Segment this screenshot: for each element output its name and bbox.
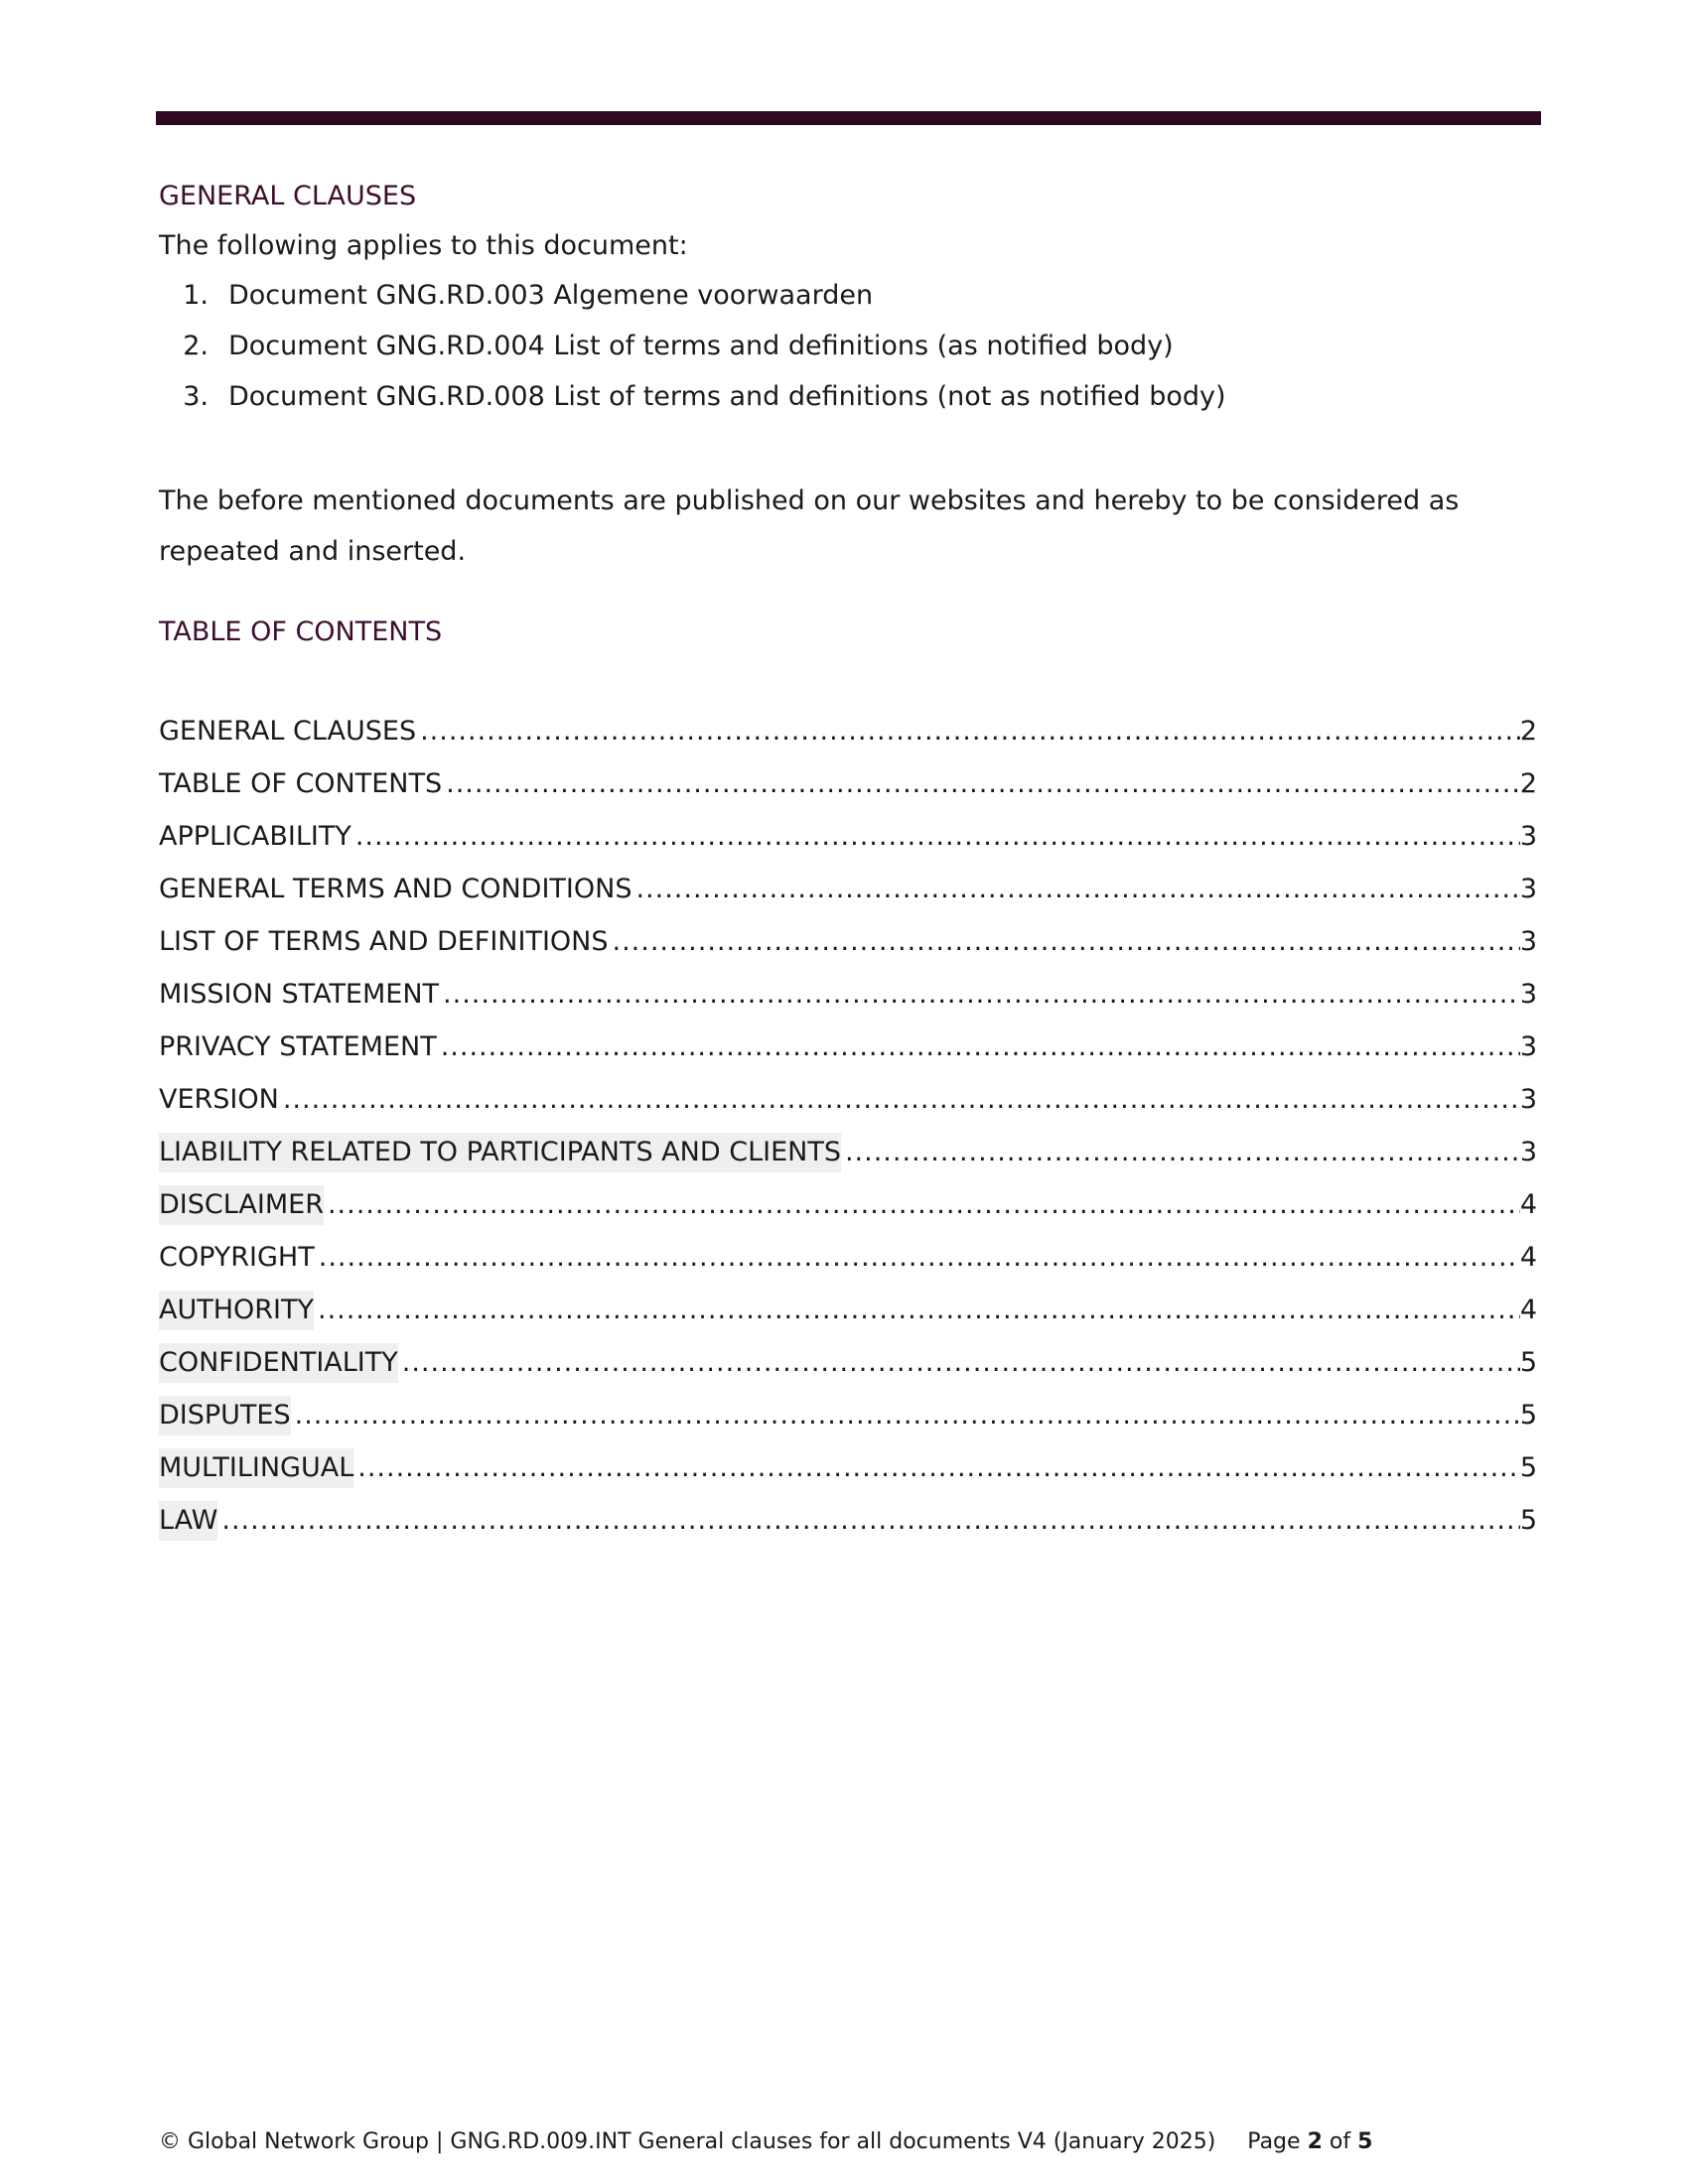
toc-entry[interactable] <box>159 1343 1537 1396</box>
toc-entry[interactable] <box>159 1238 1537 1291</box>
toc-entry[interactable] <box>159 1448 1537 1501</box>
toc-entry[interactable] <box>159 712 1537 764</box>
toc-title[interactable]: MULTILINGUAL <box>159 1448 353 1488</box>
toc-title[interactable]: PRIVACY STATEMENT <box>159 1031 437 1062</box>
list-number: 2. <box>183 331 209 361</box>
intro-text: The following applies to this document: <box>159 230 688 261</box>
toc-leader <box>279 1080 1520 1120</box>
toc-page: 5 <box>1519 1452 1537 1483</box>
toc-leader <box>217 1501 1519 1541</box>
footer-page-current: 2 <box>1307 2129 1323 2154</box>
toc-leader <box>442 764 1520 804</box>
toc-entry[interactable] <box>159 922 1537 975</box>
toc-title[interactable]: APPLICABILITY <box>159 821 352 852</box>
toc-title[interactable]: GENERAL CLAUSES <box>159 716 417 747</box>
toc-page: 5 <box>1519 1347 1537 1378</box>
toc-page: 3 <box>1519 979 1537 1010</box>
toc-entry[interactable] <box>159 1027 1537 1080</box>
footer-page-total: 5 <box>1357 2129 1373 2154</box>
toc-page: 4 <box>1519 1242 1537 1273</box>
toc-title[interactable]: MISSION STATEMENT <box>159 979 440 1010</box>
toc-page: 2 <box>1519 716 1537 747</box>
list-text: Document GNG.RD.003 Algemene voorwaarden <box>228 280 874 311</box>
toc-leader <box>437 1027 1520 1067</box>
footer-page-of: of <box>1329 2129 1351 2154</box>
toc-title[interactable]: COPYRIGHT <box>159 1242 315 1273</box>
general-clauses-heading: GENERAL CLAUSES <box>159 181 417 211</box>
page-footer <box>159 2128 1372 2156</box>
list-item <box>159 276 1226 327</box>
toc-title[interactable]: LIST OF TERMS AND DEFINITIONS <box>159 926 609 957</box>
toc-entry[interactable] <box>159 975 1537 1027</box>
top-rule <box>156 111 1541 125</box>
toc-title[interactable]: DISPUTES <box>159 1396 291 1435</box>
toc-leader <box>315 1238 1520 1278</box>
toc-title[interactable]: AUTHORITY <box>159 1291 314 1330</box>
toc-page: 5 <box>1519 1505 1537 1536</box>
list-number: 1. <box>183 280 209 311</box>
toc-page: 3 <box>1519 926 1537 957</box>
toc-title[interactable]: GENERAL TERMS AND CONDITIONS <box>159 874 633 904</box>
footer-text: © Global Network Group | GNG.RD.009.INT General clauses for all documents V4 (January 2025) <box>159 2129 1216 2154</box>
toc-entry[interactable] <box>159 1185 1537 1238</box>
toc-entry[interactable] <box>159 1080 1537 1133</box>
toc-page: 3 <box>1519 1031 1537 1062</box>
toc-page: 4 <box>1519 1189 1537 1220</box>
list-item <box>159 377 1226 428</box>
toc-title[interactable]: LAW <box>159 1501 217 1541</box>
toc-page: 3 <box>1519 1084 1537 1115</box>
toc-page: 3 <box>1519 1137 1537 1167</box>
toc-leader <box>352 817 1520 857</box>
toc-entry[interactable] <box>159 764 1537 817</box>
toc-entry[interactable] <box>159 1396 1537 1448</box>
toc-leader <box>609 922 1520 962</box>
toc-leader <box>291 1396 1520 1435</box>
toc-title[interactable]: TABLE OF CONTENTS <box>159 768 443 799</box>
footer-page-label: Page <box>1247 2129 1301 2154</box>
toc-entry[interactable] <box>159 1501 1537 1554</box>
toc-leader <box>398 1343 1520 1383</box>
toc-page: 4 <box>1519 1295 1537 1325</box>
toc-page: 3 <box>1519 821 1537 852</box>
toc-leader <box>841 1133 1520 1172</box>
toc-leader <box>353 1448 1520 1488</box>
toc-title[interactable]: LIABILITY RELATED TO PARTICIPANTS AND CLIENTS <box>159 1133 841 1172</box>
toc-entry[interactable] <box>159 870 1537 922</box>
published-paragraph: The before mentioned documents are published on our websites and hereby to be considered as repeated and inserted. <box>159 485 1460 567</box>
list-text: Document GNG.RD.004 List of terms and definitions (as notified body) <box>228 331 1174 361</box>
toc-entry[interactable] <box>159 817 1537 870</box>
toc-leader <box>416 712 1520 751</box>
list-item <box>159 327 1226 377</box>
list-text: Document GNG.RD.008 List of terms and definitions (not as notified body) <box>228 381 1226 412</box>
toc-entry[interactable] <box>159 1133 1537 1185</box>
toc-leader <box>324 1185 1520 1225</box>
toc-title[interactable]: VERSION <box>159 1084 279 1115</box>
table-of-contents <box>159 712 1537 1554</box>
toc-title[interactable]: CONFIDENTIALITY <box>159 1343 398 1383</box>
toc-leader <box>632 870 1519 909</box>
toc-page: 2 <box>1519 768 1537 799</box>
toc-heading: TABLE OF CONTENTS <box>159 616 443 647</box>
toc-page: 3 <box>1519 874 1537 904</box>
toc-entry[interactable] <box>159 1291 1537 1343</box>
toc-leader <box>439 975 1520 1015</box>
toc-title[interactable]: DISCLAIMER <box>159 1185 324 1225</box>
list-number: 3. <box>183 381 209 412</box>
document-list <box>159 276 1226 428</box>
toc-leader <box>314 1291 1520 1330</box>
toc-page: 5 <box>1519 1400 1537 1431</box>
